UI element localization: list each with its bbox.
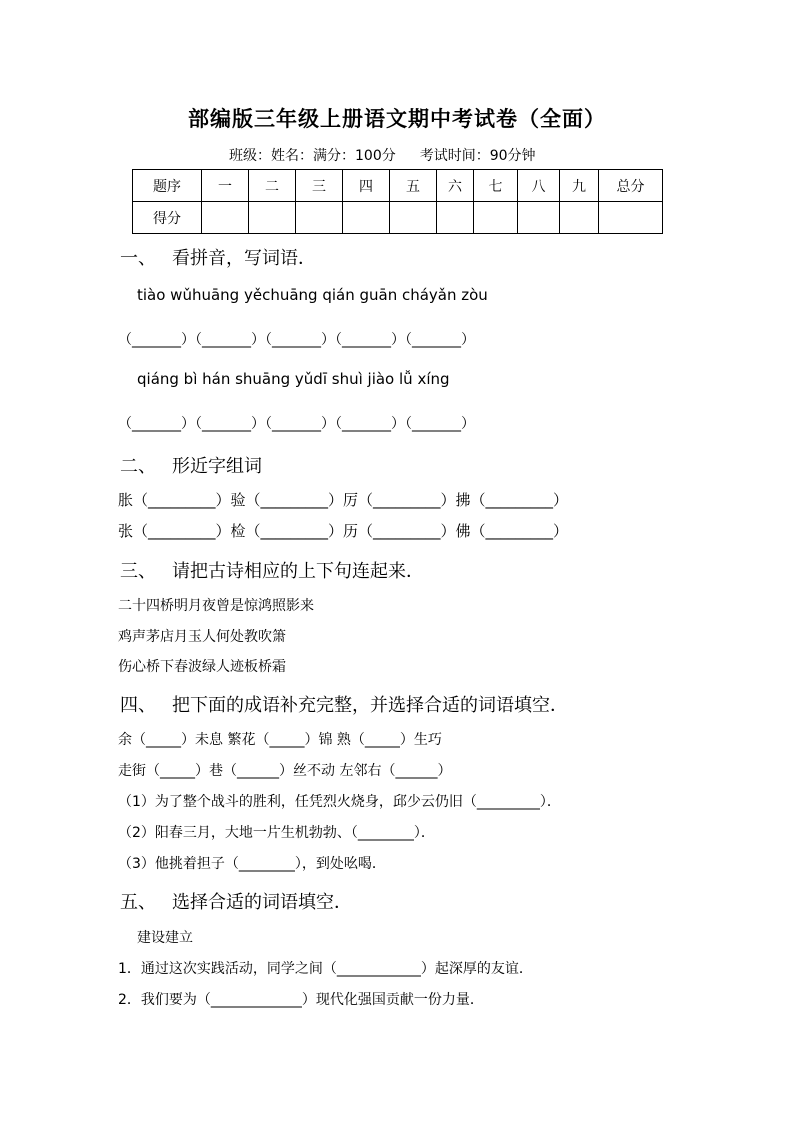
score-cell[interactable] <box>474 202 518 234</box>
score-header-cell: 九 <box>560 170 599 202</box>
section-number: 一、 <box>120 248 156 269</box>
score-cell[interactable] <box>437 202 474 234</box>
pinyin-line-1: tiào wǔhuāng yěchuāng qián guān cháyǎn zòu <box>137 286 488 304</box>
answer-blanks-2[interactable]: （_______）（_______）（_______）（_______）（_______） <box>118 416 475 432</box>
score-cell[interactable] <box>390 202 437 234</box>
score-header-cell: 四 <box>343 170 390 202</box>
fill-question-1[interactable]: （1）为了整个战斗的胜利，任凭烈火烧身，邱少云仍旧（_________）． <box>118 794 561 810</box>
score-header-cell: 八 <box>518 170 560 202</box>
score-cell[interactable] <box>296 202 343 234</box>
score-header-cell: 七 <box>474 170 518 202</box>
section-title: 形近字组词 <box>172 456 262 477</box>
section-title: 请把古诗相应的上下句连起来． <box>172 561 424 582</box>
poem-line: 伤心桥下春波绿人迹板桥霜 <box>118 659 286 675</box>
score-header-cell: 六 <box>437 170 474 202</box>
section-title: 把下面的成语补充完整，并选择合适的词语填空． <box>172 695 568 716</box>
score-cell[interactable] <box>518 202 560 234</box>
section-number: 四、 <box>120 695 156 716</box>
word-group-row-1[interactable]: 胀（_________）验（_________）厉（_________）拂（_________） <box>118 491 569 509</box>
section-1-heading <box>120 244 316 270</box>
section-5-heading <box>120 888 352 914</box>
section-4-heading <box>120 691 568 717</box>
score-header-cell: 一 <box>202 170 249 202</box>
idiom-row-1[interactable]: 余（_____）未息 繁花（_____）锦 熟（_____）生巧 <box>118 732 442 748</box>
score-header-cell: 三 <box>296 170 343 202</box>
pinyin-line-2: qiáng bì hán shuāng yǔdī shuì jiào lǚ xíng <box>137 370 450 388</box>
section-2-heading <box>120 452 262 478</box>
section-3-heading <box>120 557 424 583</box>
score-cell[interactable] <box>560 202 599 234</box>
score-row <box>133 202 663 234</box>
section-title: 选择合适的词语填空． <box>172 892 352 913</box>
word-group-row-2[interactable]: 张（_________）检（_________）历（_________）佛（_________） <box>118 522 569 540</box>
score-table <box>132 169 663 234</box>
exam-info-right: 考试时间：90分钟 <box>419 148 536 164</box>
answer-blanks-1[interactable]: （_______）（_______）（_______）（_______）（_______） <box>118 332 475 348</box>
fill-question-3[interactable]: （3）他挑着担子（________），到处吆喝． <box>118 856 386 872</box>
score-cell[interactable] <box>202 202 249 234</box>
section-number: 三、 <box>120 561 156 582</box>
word-choices: 建设建立 <box>137 930 193 946</box>
score-cell[interactable] <box>249 202 296 234</box>
exam-info-left: 班级：姓名：满分：100分 <box>229 148 396 164</box>
section-number: 二、 <box>120 456 156 477</box>
score-cell[interactable] <box>343 202 390 234</box>
score-header-cell: 题序 <box>133 170 202 202</box>
fill-question-1[interactable]: 1．通过这次实践活动，同学之间（____________）起深厚的友谊． <box>118 961 533 977</box>
section-number: 五、 <box>120 892 156 913</box>
score-row-label: 得分 <box>133 202 202 234</box>
fill-question-2[interactable]: 2．我们要为（_____________）现代化强国贡献一份力量． <box>118 992 484 1008</box>
score-cell[interactable] <box>599 202 663 234</box>
fill-question-2[interactable]: （2）阳春三月，大地一片生机勃勃、（________）． <box>118 825 435 841</box>
section-title: 看拼音，写词语． <box>172 248 316 269</box>
poem-line: 鸡声茅店月玉人何处教吹箫 <box>118 629 286 645</box>
page-title: 部编版三年级上册语文期中考试卷（全面） <box>188 106 606 131</box>
score-header-row <box>133 170 663 202</box>
score-header-cell: 总分 <box>599 170 663 202</box>
score-header-cell: 二 <box>249 170 296 202</box>
poem-line: 二十四桥明月夜曾是惊鸿照影来 <box>118 598 314 614</box>
idiom-row-2[interactable]: 走街（_____）巷（______）丝不动 左邻右（______） <box>118 763 452 779</box>
exam-info <box>229 145 536 165</box>
score-header-cell: 五 <box>390 170 437 202</box>
